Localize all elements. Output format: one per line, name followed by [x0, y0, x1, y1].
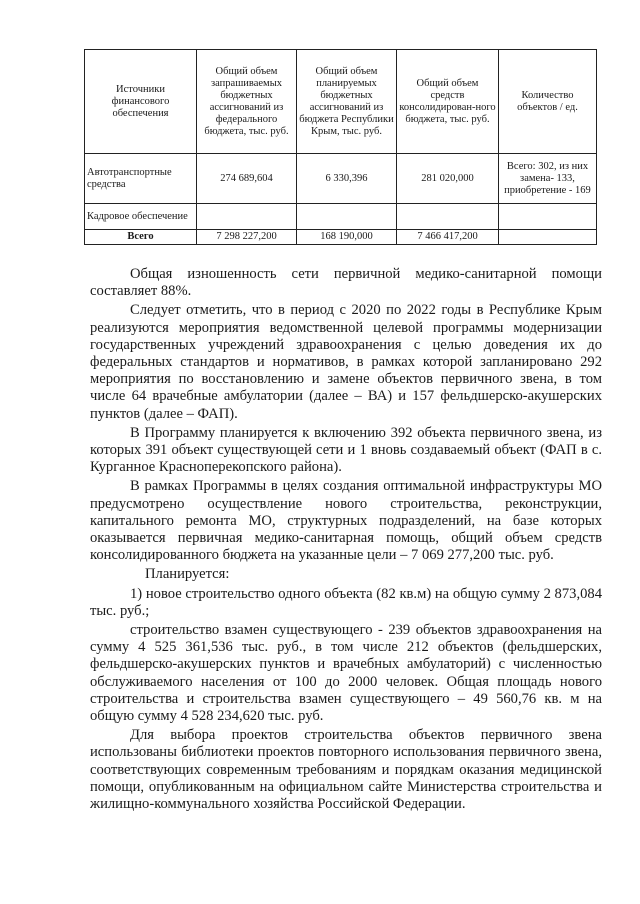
header-cell: Количество объектов / ед. — [499, 50, 597, 154]
table-header-row — [85, 50, 597, 154]
table-cell — [499, 204, 597, 230]
paragraph: Для выбора проектов строительства объектов первичного звена использованы библиотеки проектов повторного использования первичного звена, соответствующих современным требованиям и порядкам оказания медицинской помощи, опубликованным на официальном сайте Министерства строительства и жилищно-коммунального хозяйства Российской Федерации. — [90, 727, 602, 813]
table-cell: 7 298 227,200 — [197, 230, 297, 245]
table-row — [85, 154, 597, 204]
table-cell: Всего: 302, из них замена- 133, приобретение - 169 — [499, 154, 597, 204]
header-cell: Источники финансового обеспечения — [85, 50, 197, 154]
header-cell: Общий объем средств консолидирован-ного бюджета, тыс. руб. — [397, 50, 499, 154]
paragraph: В рамках Программы в целях создания оптимальной инфраструктуры МО предусмотрено осуществление нового строительства, реконструкции, капитального ремонта МО, структурных подразделений, на базе которых оказывается первичная медико-санитарная помощь, общий объем средств консолидированного бюджета на указанные цели – 7 069 277,200 тыс. руб. — [90, 478, 602, 564]
list-item: 1) новое строительство одного объекта (82 кв.м) на общую сумму 2 873,084 тыс. руб.; — [90, 585, 602, 619]
table-cell: 274 689,604 — [197, 154, 297, 204]
table-cell: Кадровое обеспечение — [85, 204, 197, 230]
header-cell: Общий объем запрашиваемых бюджетных ассигнований из федерального бюджета, тыс. руб. — [197, 50, 297, 154]
table-cell: 7 466 417,200 — [397, 230, 499, 245]
body-text — [90, 266, 602, 815]
paragraph: Планируется: — [145, 566, 230, 583]
table-cell — [397, 204, 499, 230]
table-cell: 6 330,396 — [297, 154, 397, 204]
table-cell: 281 020,000 — [397, 154, 499, 204]
financing-table — [84, 49, 597, 245]
header-cell: Общий объем планируемых бюджетных ассигнований из бюджета Республики Крым, тыс. руб. — [297, 50, 397, 154]
paragraph: Следует отметить, что в период с 2020 по 2022 годы в Республике Крым реализуются мероприятия ведомственной целевой программы модернизации государственных учреждений здравоохранения с целью доведения их до федеральных стандартов и нормативов, в рамках которой запланировано 292 мероприятия по восстановлению и замене объектов первичного звена, в том числе 64 врачебные амбулатории (далее – ВА) и 157 фельдшерско-акушерских пунктов (далее – ФАП). — [90, 302, 602, 422]
table-cell — [499, 230, 597, 245]
paragraph: В Программу планируется к включению 392 объекта первичного звена, из которых 391 объект существующей сети и 1 вновь создаваемый объект (ФАП в с. Курганное Красноперекопского района). — [90, 424, 602, 476]
paragraph: Общая изношенность сети первичной медико-санитарной помощи составляет 88%. — [90, 266, 602, 300]
table-cell: 168 190,000 — [297, 230, 397, 245]
table-cell — [297, 204, 397, 230]
table-cell: Автотранспортные средства — [85, 154, 197, 204]
table-cell — [197, 204, 297, 230]
table-total-row — [85, 230, 597, 245]
table-cell: Всего — [85, 230, 197, 245]
paragraph: строительство взамен существующего - 239 объектов здравоохранения на сумму 4 525 361,536 тыс. руб., в том числе 212 объектов (фельдшерских, фельдшерско-акушерских пунктов и врачебных амбулаторий) с численностью обслуживаемого населения от 100 до 2000 человек. Общая площадь нового строительства и строительства взамен существующего – 49 560,76 кв. м на общую сумму 4 528 234,620 тыс. руб. — [90, 622, 602, 725]
table-row — [85, 204, 597, 230]
